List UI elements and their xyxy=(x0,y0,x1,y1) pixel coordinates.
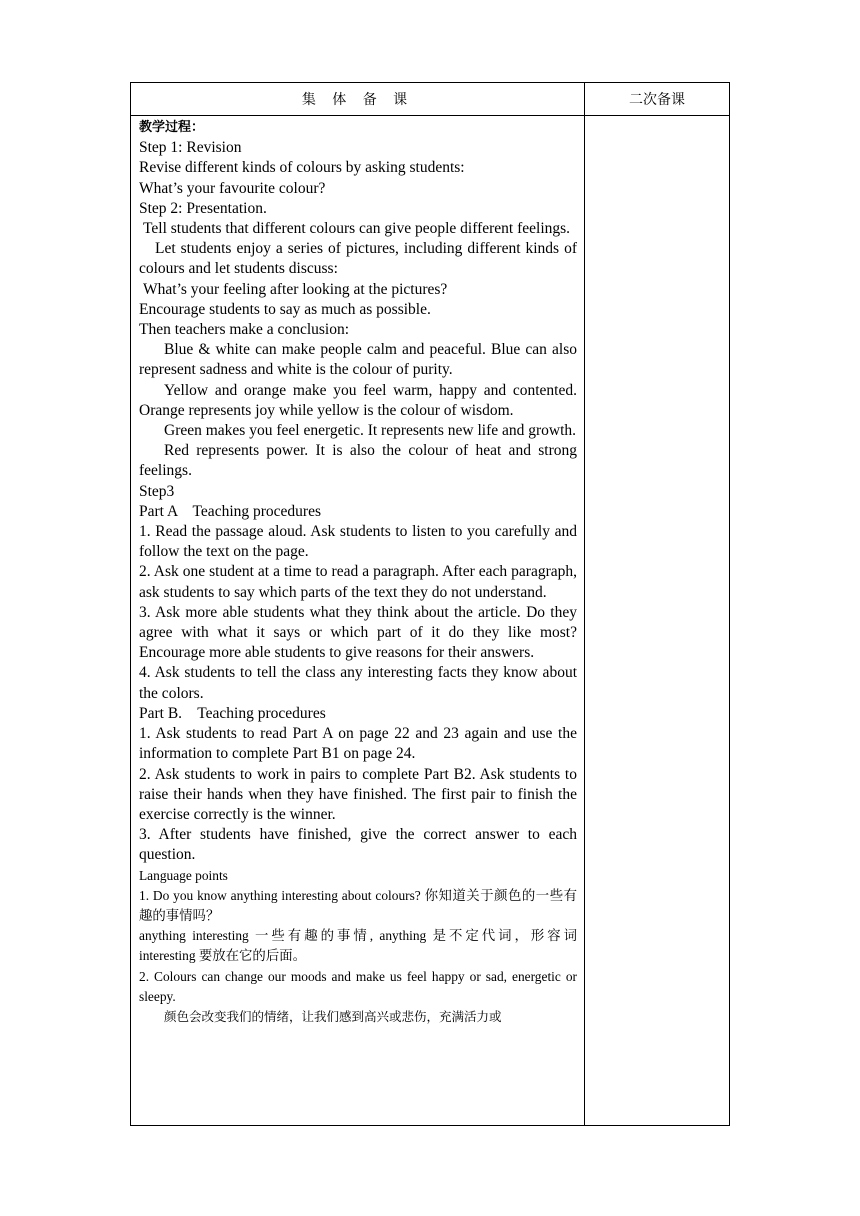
language-point-1-note: anything interesting 一些有趣的事情, anything 是不定代词，形容词 interesting 要放在它的后面。 xyxy=(139,928,577,964)
step3-title: Step3 xyxy=(139,482,175,500)
red-paragraph: Red represents power. It is also the colour of heat and strong feelings. xyxy=(139,442,577,480)
part-b-item-2: 2. Ask students to work in pairs to complete Part B2. Ask students to raise their hands when they have finished. The first pair to finish the exercise correctly is the winner. xyxy=(139,765,577,823)
lesson-plan-table xyxy=(130,82,730,1126)
language-point-1: 1. Do you know anything interesting about colours? 你知道关于颜色的一些有趣的事情吗？ xyxy=(139,887,577,923)
question-favourite-colour: What’s your favourite colour? xyxy=(139,179,326,197)
teaching-process-cell xyxy=(139,118,577,1123)
column-divider xyxy=(584,83,585,1125)
green-paragraph: Green makes you feel energetic. It represents new life and growth. xyxy=(164,422,577,440)
part-a-item-1: 1. Read the passage aloud. Ask students to listen to you carefully and follow the text on the page. xyxy=(139,523,577,561)
part-b-item-1: 1. Ask students to read Part A on page 22 and 23 again and use the information to complete Part B1 on page 24. xyxy=(139,725,577,763)
revise-text: Revise different kinds of colours by asking students: xyxy=(139,159,465,177)
part-a-item-2: 2. Ask one student at a time to read a paragraph. After each paragraph, ask students to say which parts of the text they do not understand. xyxy=(139,563,577,601)
language-point-2: 2. Colours can change our moods and make us feel happy or sad, energetic or sleepy. xyxy=(139,968,577,1004)
step1-title: Step 1: Revision xyxy=(139,139,242,157)
question-feeling: What’s your feeling after looking at the pictures? xyxy=(143,280,448,298)
tell-paragraph: Tell students that different colours can give people different feelings. xyxy=(143,220,571,238)
yellow-paragraph: Yellow and orange make you feel warm, happy and contented. Orange represents joy while yellow is the colour of wisdom. xyxy=(139,381,577,419)
header-collective-prep: 集 体 备 课 xyxy=(301,92,414,108)
part-b-item-3: 3. After students have finished, give the correct answer to each question. xyxy=(139,826,577,864)
language-points-title: Language points xyxy=(139,867,228,883)
enjoy-paragraph: Let students enjoy a series of pictures, including different kinds of colours and let students discuss: xyxy=(139,240,577,278)
part-b-title: Part B. Teaching procedures xyxy=(139,704,326,722)
step2-title: Step 2: Presentation. xyxy=(139,199,267,217)
header-divider xyxy=(131,115,729,116)
part-a-item-3: 3. Ask more able students what they think about the article. Do they agree with what it says or which part of it do they like most? Encourage more able students to give reasons for their answers. xyxy=(139,603,577,662)
conclusion-text: Then teachers make a conclusion: xyxy=(139,321,350,339)
part-a-item-4: 4. Ask students to tell the class any interesting facts they know about the colors. xyxy=(139,664,577,702)
header-secondary-prep: 二次备课 xyxy=(629,92,685,108)
part-a-title: Part A Teaching procedures xyxy=(139,502,321,520)
language-point-2-translation: 颜色会改变我们的情绪，让我们感到高兴或悲伤，充满活力或 xyxy=(164,1008,502,1024)
blue-paragraph: Blue & white can make people calm and peaceful. Blue can also represent sadness and white is the colour of purity. xyxy=(139,341,577,379)
encourage-text: Encourage students to say as much as possible. xyxy=(139,300,431,318)
teaching-process-heading: 教学过程： xyxy=(139,120,205,135)
